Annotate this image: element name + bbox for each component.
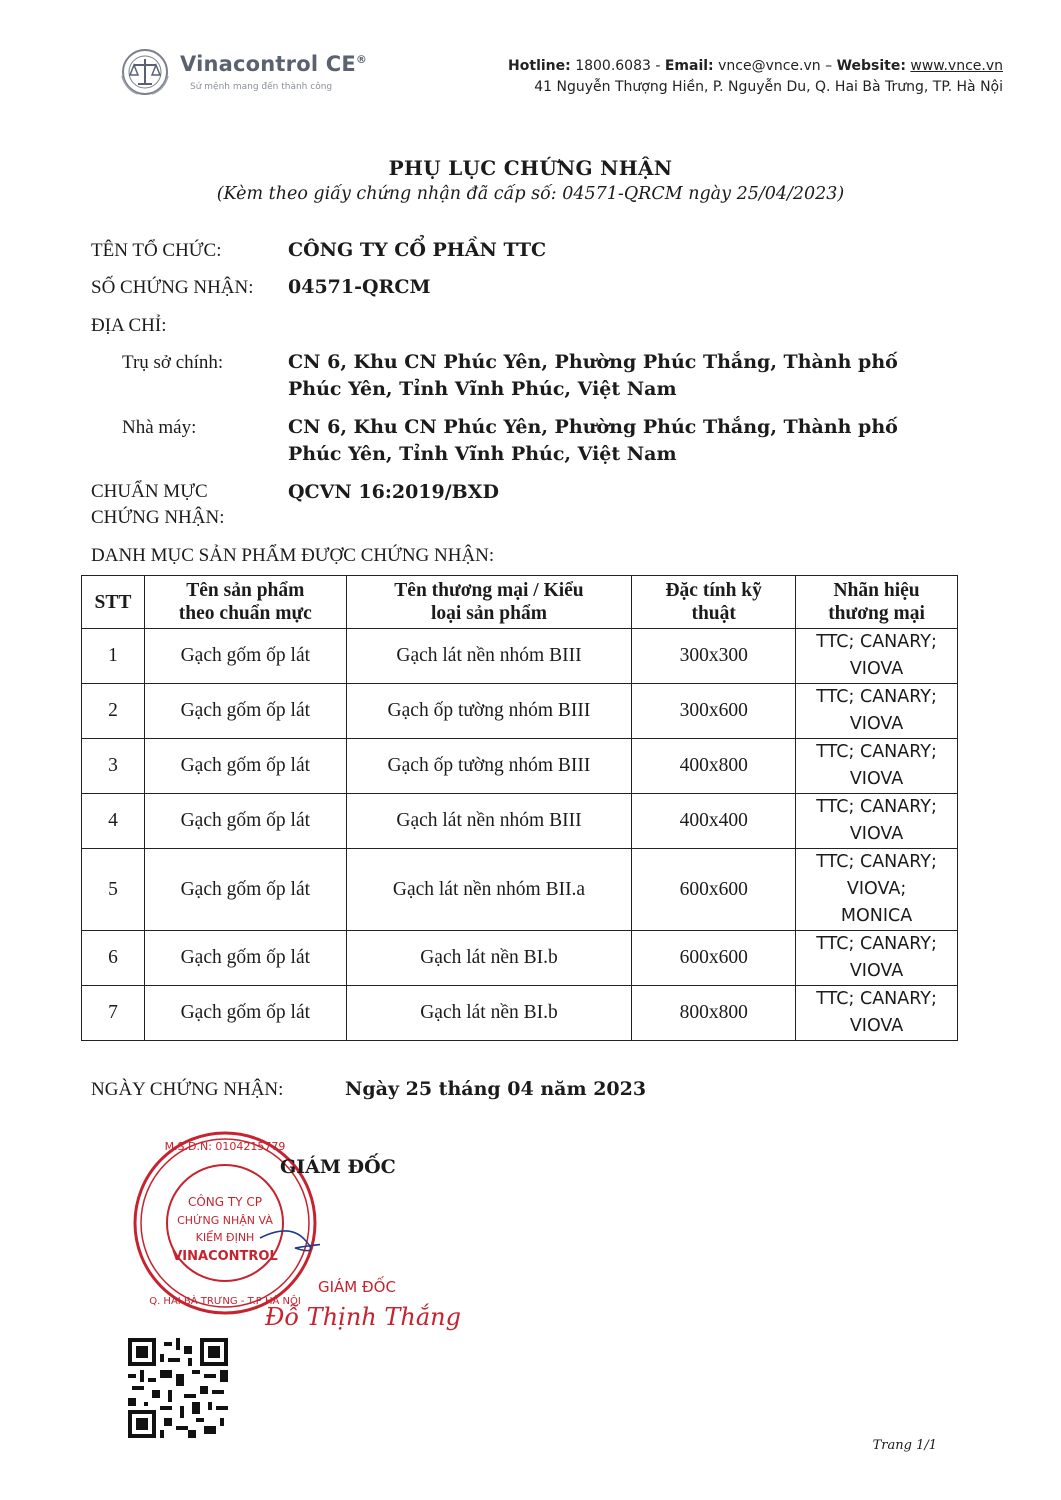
website-link[interactable]: www.vnce.vn [910,58,1003,74]
address-label: ĐỊA CHỈ: [91,315,167,336]
table-row [82,986,958,1041]
cert-date-value: Ngày 25 tháng 04 năm 2023 [345,1078,647,1100]
product-list-heading: DANH MỤC SẢN PHẨM ĐƯỢC CHỨNG NHẬN: [91,545,495,566]
svg-text:CÔNG TY CP: CÔNG TY CP [187,1195,263,1209]
hotline-number: 1800.6083 [575,58,651,74]
company-slogan: Sứ mệnh mang đến thành công [190,82,333,92]
col-header-brand: Nhãn hiệu thương mại [796,576,958,629]
cell-trade-name: Gạch lát nền BI.b [346,986,632,1041]
cell-trade-name: Gạch lát nền nhóm BIII [346,794,632,849]
cert-no-value: 04571-QRCM [288,276,431,298]
svg-text:KIỂM ĐỊNH: KIỂM ĐỊNH [195,1231,255,1244]
cell-brand: TTC; CANARY; VIOVA; MONICA [796,849,958,931]
vinacontrol-logo-icon [116,46,174,98]
qr-code-icon [128,1338,228,1438]
cell-brand: TTC; CANARY; VIOVA [796,931,958,986]
cell-trade-name: Gạch lát nền nhóm BII.a [346,849,632,931]
org-value: CÔNG TY CỔ PHẦN TTC [288,239,547,261]
email-link[interactable]: vnce@vnce.vn [718,58,821,74]
table-row [82,849,958,931]
page-number: Trang 1/1 [872,1438,937,1453]
email-label: Email: [664,58,714,74]
cell-trade-name: Gạch ốp tường nhóm BIII [346,739,632,794]
hq-label: Trụ sở chính: [122,352,224,373]
svg-text:VINACONTROL: VINACONTROL [172,1249,278,1264]
hq-address-line-2: Phúc Yên, Tỉnh Vĩnh Phúc, Việt Nam [288,378,677,400]
hotline-label: Hotline: [508,58,571,74]
col-header-trade-name: Tên thương mại / Kiểu loại sản phẩm [346,576,632,629]
cell-trade-name: Gạch lát nền BI.b [346,931,632,986]
col-header-stt: STT [82,576,145,629]
company-logo-name: Vinacontrol CE® [180,52,368,76]
cell-brand: TTC; CANARY; VIOVA [796,986,958,1041]
cert-no-label: SỐ CHỨNG NHẬN: [91,277,254,298]
cell-spec: 400x800 [632,739,796,794]
cell-product: Gạch gốm ốp lát [144,794,346,849]
cell-product: Gạch gốm ốp lát [144,629,346,684]
svg-text:Q. HAI BÀ TRƯNG - T.P HÀ NỘI: Q. HAI BÀ TRƯNG - T.P HÀ NỘI [149,1296,301,1307]
table-row [82,739,958,794]
certified-products-table [81,575,958,1041]
cell-product: Gạch gốm ốp lát [144,986,346,1041]
cell-brand: TTC; CANARY; VIOVA [796,629,958,684]
cell-spec: 400x400 [632,794,796,849]
standard-label-line-1: CHUẨN MỰC [91,481,208,502]
cell-stt: 6 [82,931,145,986]
table-row [82,931,958,986]
col-header-product: Tên sản phẩm theo chuẩn mực [144,576,346,629]
factory-address-line-1: CN 6, Khu CN Phúc Yên, Phường Phúc Thắng, Thành phố [288,416,898,438]
cell-stt: 4 [82,794,145,849]
signer-name: Đỗ Thịnh Thắng [265,1303,461,1331]
cell-stt: 5 [82,849,145,931]
svg-text:M.S.D.N: 0104215779: M.S.D.N: 0104215779 [164,1140,286,1153]
header-contact: Hotline: 1800.6083 - Email: vnce@vnce.vn – Website: www.vnce.vn 41 Nguyễn Thượng Hiền, P. Nguyễn Du, Q. Hai Bà Trưng, TP. Hà Nội [508,56,1003,98]
table-row [82,629,958,684]
standard-value: QCVN 16:2019/BXD [288,481,499,503]
cell-stt: 1 [82,629,145,684]
cell-spec: 300x300 [632,629,796,684]
table-row [82,684,958,739]
hq-address-line-1: CN 6, Khu CN Phúc Yên, Phường Phúc Thắng, Thành phố [288,351,898,373]
factory-label: Nhà máy: [122,417,197,438]
cell-spec: 600x600 [632,931,796,986]
cell-stt: 2 [82,684,145,739]
document-subtitle: (Kèm theo giấy chứng nhận đã cấp số: 04571-QRCM ngày 25/04/2023) [216,184,845,204]
cell-brand: TTC; CANARY; VIOVA [796,739,958,794]
stamp-title: GIÁM ĐỐC [318,1278,396,1296]
cell-product: Gạch gốm ốp lát [144,849,346,931]
cell-trade-name: Gạch ốp tường nhóm BIII [346,684,632,739]
svg-text:CHỨNG NHẬN VÀ: CHỨNG NHẬN VÀ [177,1214,273,1227]
cell-spec: 300x600 [632,684,796,739]
website-label: Website: [836,58,906,74]
table-header-row [82,576,958,629]
cell-brand: TTC; CANARY; VIOVA [796,684,958,739]
signer-title: GIÁM ĐỐC [280,1156,396,1178]
cell-stt: 7 [82,986,145,1041]
office-address: 41 Nguyễn Thượng Hiền, P. Nguyễn Du, Q. Hai Bà Trưng, TP. Hà Nội [534,79,1003,95]
standard-label-line-2: CHỨNG NHẬN: [91,507,225,528]
col-header-spec: Đặc tính kỹ thuật [632,576,796,629]
table-row [82,794,958,849]
org-label: TÊN TỔ CHỨC: [91,240,222,261]
cell-brand: TTC; CANARY; VIOVA [796,794,958,849]
document-title: PHỤ LỤC CHỨNG NHẬN [388,156,673,180]
cell-product: Gạch gốm ốp lát [144,931,346,986]
cell-spec: 800x800 [632,986,796,1041]
cell-trade-name: Gạch lát nền nhóm BIII [346,629,632,684]
cell-product: Gạch gốm ốp lát [144,684,346,739]
cert-date-label: NGÀY CHỨNG NHẬN: [91,1079,284,1100]
cell-stt: 3 [82,739,145,794]
factory-address-line-2: Phúc Yên, Tỉnh Vĩnh Phúc, Việt Nam [288,443,677,465]
cell-spec: 600x600 [632,849,796,931]
cell-product: Gạch gốm ốp lát [144,739,346,794]
